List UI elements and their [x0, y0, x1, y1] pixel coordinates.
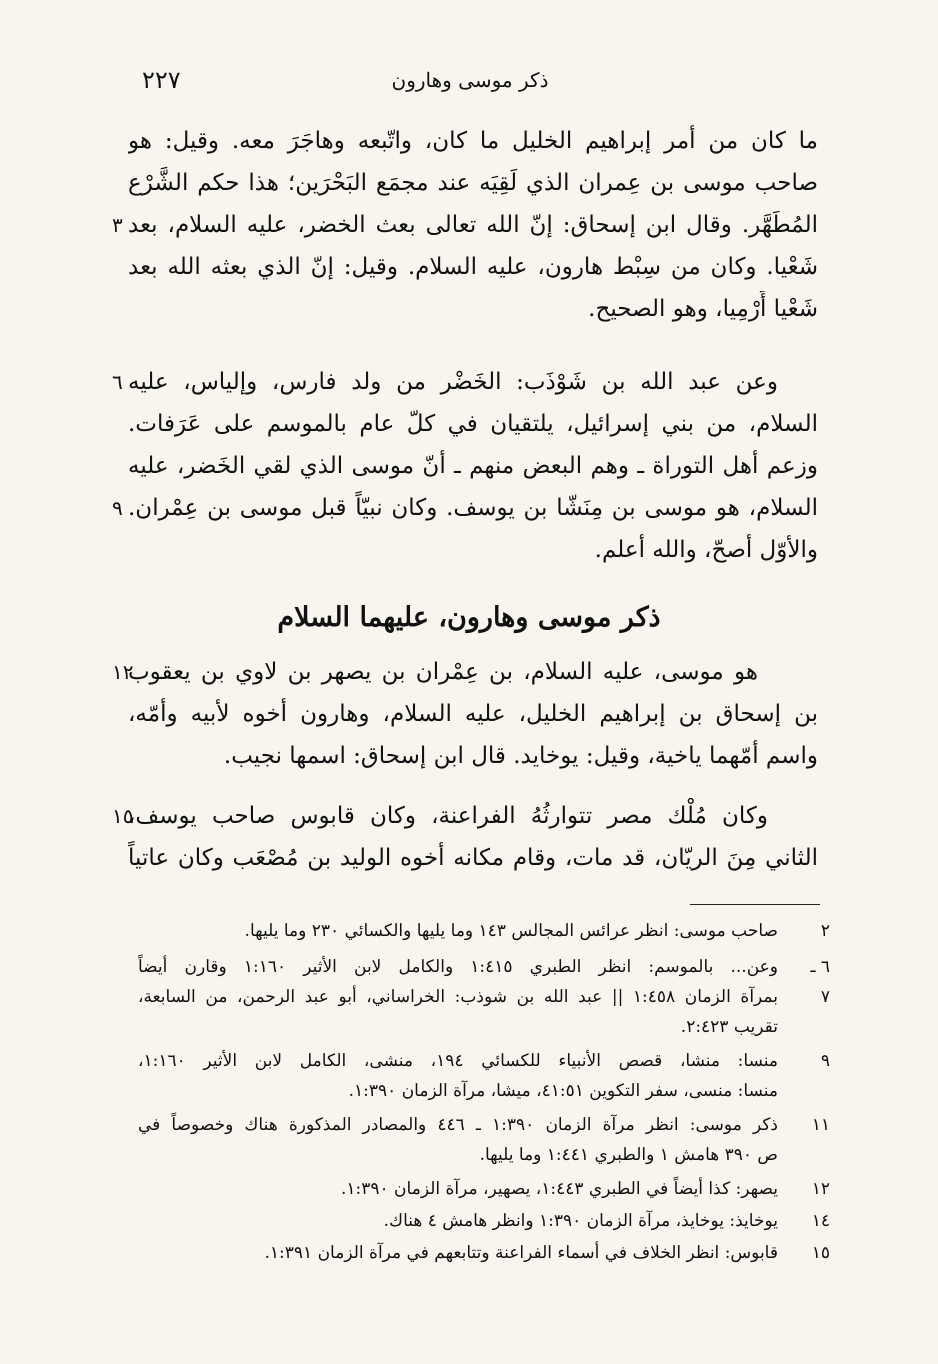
text-line: الثاني مِنَ الريّان، قد مات، وقام مكانه أخوه الوليد بن مُصْعَب وكان عاتياً: [128, 845, 818, 871]
footnote-number: ١٤: [811, 1211, 830, 1231]
footnote-number: ١١: [811, 1115, 830, 1135]
page-number: ٢٢٧: [142, 66, 181, 94]
footnote-separator: [690, 904, 820, 905]
text-line: واسم أمّهما ياخية، وقيل: يوخايد. قال ابن إسحاق: اسمها نجيب.: [223, 743, 818, 769]
footnote-line: قابوس: انظر الخلاف في أسماء الفراعنة وتتابعهم في مرآة الزمان ١:٣٩١.: [264, 1243, 778, 1263]
footnote-number: ٩: [820, 1051, 830, 1071]
footnote-number: ٢: [820, 921, 830, 941]
text-line: صاحب موسى بن عِمران الذي لَقِيَه عند مجمَع البَحْرَين؛ هذا حكم الشَّرْع: [128, 170, 818, 196]
footnote-line: منسا: منسى، سفر التكوين ٤١:٥١، ميشا، مرآة الزمان ١:٣٩٠.: [348, 1081, 778, 1101]
text-line: والأوّل أصحّ، والله أعلم.: [594, 537, 818, 563]
line-number: ٦: [112, 370, 123, 394]
footnote-line: منسا: منشا، قصص الأنبياء للكسائي ١٩٤، منشى، الكامل لابن الأثير ١:١٦٠،: [138, 1051, 778, 1071]
line-number: ٣: [112, 213, 123, 237]
page-header: [120, 66, 820, 100]
footnote-line: ص ٣٩٠ هامش ١ والطبري ١:٤٤١ وما يليها.: [479, 1145, 778, 1165]
text-line: السلام، من بني إسرائيل، يلتقيان في كلّ عام بالموسم على عَرَفات.: [128, 411, 818, 437]
line-number: ١٥: [112, 804, 134, 828]
footnote-number: ١٢: [811, 1179, 830, 1199]
running-title: ذكر موسى وهارون: [391, 68, 549, 92]
footnote-line: وعن... بالموسم: انظر الطبري ١:٤١٥ والكامل لابن الأثير ١:١٦٠ وقارن أيضاً: [138, 957, 778, 977]
text-line: المُطَهَّر. وقال ابن إسحاق: إنّ الله تعالى بعث الخضر، عليه السلام، بعد: [128, 212, 818, 238]
footnote-line: يصهر: كذا أيضاً في الطبري ١:٤٤٣، يصهير، مرآة الزمان ١:٣٩٠.: [340, 1179, 778, 1199]
text-line: السلام، هو موسى بن مِنَشّا بن يوسف. وكان نبيّاً قبل موسى بن عِمْران.: [128, 495, 818, 521]
footnote-number: ٦ ـ ٧: [810, 957, 830, 1007]
footnote-line: تقريب ٢:٤٢٣.: [680, 1017, 778, 1037]
footnote-number: ١٥: [811, 1243, 830, 1263]
footnote-line: بمرآة الزمان ١:٤٥٨ || عبد الله بن شوذب: الخراساني، أبو عبد الرحمن، من السابعة،: [138, 987, 778, 1007]
line-number: ١٢: [112, 660, 134, 684]
footnote-line: ذكر موسى: انظر مرآة الزمان ١:٣٩٠ ـ ٤٤٦ والمصادر المذكورة هناك وخصوصاً في: [138, 1115, 778, 1135]
footnote-line: يوخايذ: يوخايذ، مرآة الزمان ١:٣٩٠ وانظر هامش ٤ هناك.: [383, 1211, 778, 1231]
text-line: وزعم أهل التوراة ـ وهم البعض منهم ـ أنّ موسى الذي لقي الخَضر، عليه: [128, 453, 818, 479]
footnote-line: صاحب موسى: انظر عرائس المجالس ١٤٣ وما يليها والكسائي ٢٣٠ وما يليها.: [244, 921, 778, 941]
text-line: هو موسى، عليه السلام، بن عِمْران بن يصهر بن لاوي بن يعقوب: [128, 659, 758, 685]
text-line: شَعْيا أَرْمِيا، وهو الصحيح.: [588, 296, 818, 322]
text-line: شَعْيا. وكان من سِبْط هارون، عليه السلام. وقيل: إنّ الذي بعثه الله بعد: [128, 254, 818, 280]
section-heading: ذكر موسى وهارون، عليهما السلام: [277, 602, 661, 633]
text-line: وعن عبد الله بن شَوْذَب: الخَضْر من ولد فارس، وإلياس، عليه: [128, 369, 778, 395]
text-line: بن إسحاق بن إبراهيم الخليل، عليه السلام، وهارون أخوه لأبيه وأمّه،: [128, 701, 818, 727]
text-line: ما كان من أمر إبراهيم الخليل ما كان، واتّبعه وهاجَرَ معه. وقيل: هو: [128, 128, 818, 154]
text-line: وكان مُلْك مصر تتوارثُهُ الفراعنة، وكان قابوس صاحب يوسف،: [128, 803, 768, 829]
line-number: ٩: [112, 496, 123, 520]
